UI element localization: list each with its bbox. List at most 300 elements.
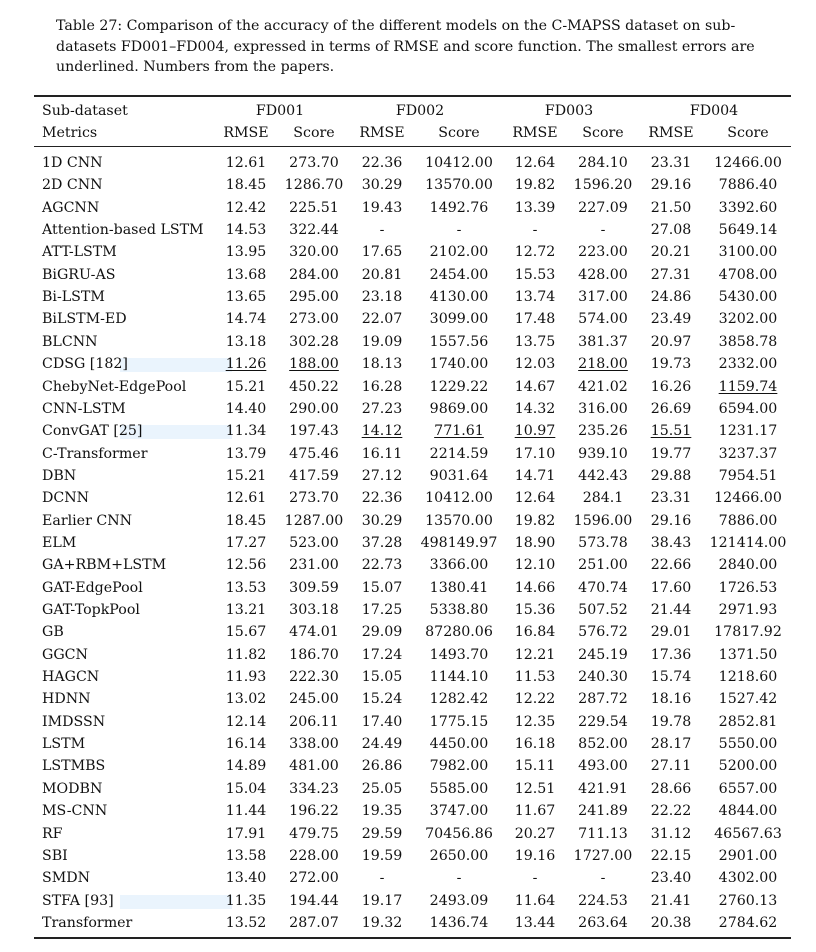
table-cell: 31.12 <box>650 825 692 842</box>
table-cell: 12.56 <box>225 557 267 574</box>
table-cell: 19.59 <box>361 847 403 864</box>
table-cell: 2214.59 <box>429 445 489 462</box>
table-cell: 23.18 <box>361 289 403 306</box>
table-cell: 15.21 <box>225 378 267 395</box>
table-cell: 240.30 <box>578 669 628 686</box>
table-cell: 228.00 <box>289 847 339 864</box>
table-cell: 5200.00 <box>718 758 778 775</box>
table-cell: 442.43 <box>578 467 628 484</box>
table-cell: 14.32 <box>514 400 556 417</box>
table-cell: 30.29 <box>361 177 403 194</box>
table-cell: 1727.00 <box>573 847 633 864</box>
table-cell: 13.40 <box>225 870 267 887</box>
table-cell: 38.43 <box>650 534 692 551</box>
table-cell: 16.18 <box>514 736 556 753</box>
table-cell: 12.03 <box>514 356 556 373</box>
table-cell: 428.00 <box>578 266 628 283</box>
table-cell: 13.02 <box>225 691 267 708</box>
header-score-label: Score <box>438 125 480 141</box>
model-name: GAT-EdgePool <box>42 579 143 596</box>
table-cell: 13.95 <box>225 244 267 261</box>
table-cell: 303.18 <box>289 602 339 618</box>
table-cell: 25.05 <box>361 780 403 797</box>
table-cell: 15.74 <box>650 669 692 686</box>
table-cell: 1527.42 <box>718 691 778 708</box>
table-cell: 852.00 <box>578 736 628 753</box>
model-name: BiGRU-AS <box>42 266 116 283</box>
table-cell: 24.86 <box>650 289 692 306</box>
model-name: SBI <box>42 847 68 864</box>
table-cell: 317.00 <box>578 289 628 306</box>
table-cell: 17817.92 <box>714 624 782 641</box>
table-cell: 338.00 <box>289 736 339 753</box>
table-cell: 13.53 <box>225 579 267 596</box>
table-cell: 13.79 <box>225 445 267 462</box>
table-cell: 417.59 <box>289 467 339 484</box>
table-cell: 1229.22 <box>429 378 489 395</box>
model-name: Earlier CNN <box>42 512 133 529</box>
table-cell: 19.73 <box>650 356 692 373</box>
table-cell: 7886.00 <box>718 512 778 529</box>
model-name: BLCNN <box>42 333 98 350</box>
table-cell: 17.91 <box>225 825 267 842</box>
table-cell: 22.66 <box>650 557 692 574</box>
table-cell: 16.11 <box>361 445 403 462</box>
table-cell: 22.36 <box>361 490 403 507</box>
table-cell: 284.10 <box>578 155 628 171</box>
table-cell: 29.16 <box>650 177 692 194</box>
table-cell: 6594.00 <box>718 400 778 417</box>
table-cell: 19.82 <box>514 512 556 529</box>
table-cell: 5649.14 <box>718 222 778 239</box>
model-name: BiLSTM-ED <box>42 311 127 328</box>
header-dataset-fd004: FD004 <box>689 103 739 119</box>
table-cell: 2840.00 <box>718 557 778 574</box>
model-name: ChebyNet-EdgePool <box>42 378 187 395</box>
table-cell: - <box>379 870 385 887</box>
table-cell: 14.12 <box>361 423 403 440</box>
table-cell: 21.44 <box>650 602 692 618</box>
table-cell: 15.53 <box>514 266 556 283</box>
table-cell: 3858.78 <box>718 333 778 350</box>
header-dataset-fd001: FD001 <box>255 103 305 119</box>
table-cell: - <box>600 222 606 239</box>
table-cell: 12.64 <box>514 155 556 171</box>
table-cell: 1740.00 <box>429 356 489 373</box>
table-cell: 16.14 <box>225 736 267 753</box>
table-cell: 18.45 <box>225 512 267 529</box>
table-cell: 14.40 <box>225 400 267 417</box>
model-name: GGCN <box>42 646 88 663</box>
table-cell: 498149.97 <box>420 534 498 551</box>
table-cell: 4302.00 <box>718 870 778 887</box>
table-cell: 1282.42 <box>429 691 489 708</box>
table-cell: 284.1 <box>582 490 624 507</box>
table-cell: 15.36 <box>514 602 556 618</box>
header-rmse-label: RMSE <box>648 125 694 141</box>
model-name: GAT-TopkPool <box>42 602 140 618</box>
table-cell: 206.11 <box>289 713 339 730</box>
table-cell: 11.53 <box>514 669 556 686</box>
table-cell: 19.16 <box>514 847 556 864</box>
table-cell: 1287.00 <box>284 512 344 529</box>
table-cell: 231.00 <box>289 557 339 574</box>
table-cell: 11.93 <box>225 669 267 686</box>
header-rule <box>34 146 791 147</box>
model-name: IMDSSN <box>42 713 106 730</box>
table-cell: 13.74 <box>514 289 556 306</box>
model-name: 1D CNN <box>42 155 103 171</box>
table-cell: 21.41 <box>650 892 692 909</box>
table-cell: 475.46 <box>289 445 339 462</box>
table-cell: 11.35 <box>225 892 267 909</box>
table-cell: 263.64 <box>578 914 628 931</box>
table-cell: 27.31 <box>650 266 692 283</box>
table-cell: 235.26 <box>578 423 628 440</box>
table-cell: 15.67 <box>225 624 267 641</box>
table-cell: 470.74 <box>578 579 628 596</box>
top-rule <box>34 95 791 97</box>
table-cell: 14.67 <box>514 378 556 395</box>
table-cell: 481.00 <box>289 758 339 775</box>
model-name: Transformer <box>42 914 133 931</box>
table-cell: 1286.70 <box>284 177 344 194</box>
table-cell: 87280.06 <box>425 624 493 641</box>
table-cell: 227.09 <box>578 199 628 216</box>
table-cell: 1371.50 <box>718 646 778 663</box>
table-cell: 19.32 <box>361 914 403 931</box>
table-cell: 13570.00 <box>425 512 493 529</box>
table-cell: 12.10 <box>514 557 556 574</box>
table-cell: 3202.00 <box>718 311 778 328</box>
table-cell: 13.18 <box>225 333 267 350</box>
table-cell: 27.11 <box>650 758 692 775</box>
table-cell: 5585.00 <box>429 780 489 797</box>
table-cell: 21.50 <box>650 199 692 216</box>
table-cell: 4844.00 <box>718 803 778 820</box>
table-cell: 3747.00 <box>429 803 489 820</box>
model-name: GB <box>42 624 64 641</box>
table-cell: 229.54 <box>578 713 628 730</box>
model-name: LSTMBS <box>42 758 106 775</box>
table-cell: 15.24 <box>361 691 403 708</box>
table-cell: 11.34 <box>225 423 267 440</box>
table-cell: 3366.00 <box>429 557 489 574</box>
table-cell: 17.25 <box>361 602 403 618</box>
table-cell: 22.36 <box>361 155 403 171</box>
table-cell: 302.28 <box>289 333 339 350</box>
table-cell: 290.00 <box>289 400 339 417</box>
table-cell: 10412.00 <box>425 490 493 507</box>
table-cell: 3392.60 <box>718 199 778 216</box>
model-name: CDSG [182] <box>42 356 128 373</box>
table-cell: 12.35 <box>514 713 556 730</box>
table-cell: 11.64 <box>514 892 556 909</box>
table-cell: 245.00 <box>289 691 339 708</box>
table-cell: 223.00 <box>578 244 628 261</box>
table-cell: 17.60 <box>650 579 692 596</box>
table-cell: 16.84 <box>514 624 556 641</box>
table-cell: 2760.13 <box>718 892 778 909</box>
model-name: C-Transformer <box>42 445 148 462</box>
table-cell: - <box>600 870 606 887</box>
table-cell: 4708.00 <box>718 266 778 283</box>
table-cell: 939.10 <box>578 445 628 462</box>
table-cell: 5550.00 <box>718 736 778 753</box>
table-cell: 13.52 <box>225 914 267 931</box>
table-cell: 18.16 <box>650 691 692 708</box>
table-cell: 19.78 <box>650 713 692 730</box>
table-cell: 2454.00 <box>429 266 489 283</box>
table-cell: 121414.00 <box>709 534 787 551</box>
table-cell: 523.00 <box>289 534 339 551</box>
table-cell: 28.66 <box>650 780 692 797</box>
table-cell: 573.78 <box>578 534 628 551</box>
table-cell: 218.00 <box>578 356 628 373</box>
table-cell: 20.21 <box>650 244 692 261</box>
table-cell: 18.45 <box>225 177 267 194</box>
table-cell: 12.61 <box>225 490 267 507</box>
table-cell: 29.09 <box>361 624 403 641</box>
table-cell: 23.31 <box>650 490 692 507</box>
table-cell: 14.53 <box>225 222 267 239</box>
table-cell: 18.13 <box>361 356 403 373</box>
table-caption: Table 27: Comparison of the accuracy of the different models on the C-MAPSS dataset on sub-datasets FD001–FD004, expressed in terms of RMSE and score function. The smallest errors are underlined. Numbers from the papers. <box>56 18 755 75</box>
table-cell: 19.09 <box>361 333 403 350</box>
table-cell: 13.58 <box>225 847 267 864</box>
table-cell: 3099.00 <box>429 311 489 328</box>
table-cell: 316.00 <box>578 400 628 417</box>
table-cell: 2102.00 <box>429 244 489 261</box>
table-cell: 29.59 <box>361 825 403 842</box>
table-cell: 46567.63 <box>714 825 782 842</box>
table-cell: 771.61 <box>434 423 484 440</box>
table-cell: - <box>532 870 538 887</box>
table-cell: 12.42 <box>225 199 267 216</box>
table-cell: 13570.00 <box>425 177 493 194</box>
model-name: STFA [93] <box>42 892 114 909</box>
table-cell: 4450.00 <box>429 736 489 753</box>
table-cell: 13.68 <box>225 266 267 283</box>
header-score-label: Score <box>293 125 335 141</box>
model-name: Attention-based LSTM <box>42 222 204 239</box>
header-rmse-label: RMSE <box>359 125 405 141</box>
model-name: GA+RBM+LSTM <box>42 557 167 574</box>
table-cell: 29.16 <box>650 512 692 529</box>
table-cell: 2493.09 <box>429 892 489 909</box>
table-cell: 23.49 <box>650 311 692 328</box>
table-cell: 1775.15 <box>429 713 489 730</box>
table-cell: 2852.81 <box>718 713 778 730</box>
model-name: ELM <box>42 534 77 551</box>
table-cell: 10412.00 <box>425 155 493 171</box>
table-cell: 23.31 <box>650 155 692 171</box>
table-cell: 9031.64 <box>429 467 489 484</box>
model-name: ATT-LSTM <box>42 244 117 261</box>
model-name: MS-CNN <box>42 803 108 820</box>
table-cell: 23.40 <box>650 870 692 887</box>
table-cell: 3100.00 <box>718 244 778 261</box>
model-name: AGCNN <box>42 199 100 216</box>
table-cell: 12.51 <box>514 780 556 797</box>
table-cell: 19.17 <box>361 892 403 909</box>
table-cell: 22.15 <box>650 847 692 864</box>
header-rmse-label: RMSE <box>512 125 558 141</box>
table-cell: 421.02 <box>578 378 628 395</box>
table-cell: 9869.00 <box>429 400 489 417</box>
table-cell: 1159.74 <box>718 378 778 395</box>
table-cell: 11.26 <box>225 356 267 373</box>
table-cell: 15.04 <box>225 780 267 797</box>
table-cell: 507.52 <box>578 602 628 618</box>
table-cell: 17.65 <box>361 244 403 261</box>
table-cell: 7886.40 <box>718 177 778 194</box>
table-cell: 381.37 <box>578 333 628 350</box>
table-cell: 309.59 <box>289 579 339 596</box>
model-name: ConvGAT [25] <box>42 423 143 440</box>
table-cell: 19.43 <box>361 199 403 216</box>
table-cell: 273.70 <box>289 490 339 507</box>
model-name: RF <box>42 825 63 842</box>
table-cell: 421.91 <box>578 780 628 797</box>
table-cell: 17.10 <box>514 445 556 462</box>
table-cell: 284.00 <box>289 266 339 283</box>
table-cell: 13.75 <box>514 333 556 350</box>
table-cell: 1492.76 <box>429 199 489 216</box>
table-cell: 20.81 <box>361 266 403 283</box>
table-cell: 1231.17 <box>718 423 778 440</box>
table-cell: 479.75 <box>289 825 339 842</box>
table-cell: 27.12 <box>361 467 403 484</box>
table-cell: 29.88 <box>650 467 692 484</box>
table-cell: 15.21 <box>225 467 267 484</box>
table-cell: 16.26 <box>650 378 692 395</box>
table-cell: 241.89 <box>578 803 628 820</box>
table-cell: 222.30 <box>289 669 339 686</box>
table-cell: 27.23 <box>361 400 403 417</box>
table-cell: 20.97 <box>650 333 692 350</box>
table-cell: 20.27 <box>514 825 556 842</box>
table-cell: 12.64 <box>514 490 556 507</box>
table-cell: 186.70 <box>289 646 339 663</box>
table-cell: 19.82 <box>514 177 556 194</box>
table-cell: 10.97 <box>514 423 556 440</box>
table-cell: 194.44 <box>289 892 339 909</box>
bottom-rule <box>34 937 791 939</box>
table-cell: 1596.20 <box>573 177 633 194</box>
table-cell: 2971.93 <box>718 602 778 618</box>
table-cell: 13.44 <box>514 914 556 931</box>
table-cell: 576.72 <box>578 624 628 641</box>
table-cell: 15.07 <box>361 579 403 596</box>
table-cell: 1493.70 <box>429 646 489 663</box>
table-cell: 14.66 <box>514 579 556 596</box>
table-cell: 12.61 <box>225 155 267 171</box>
row-highlight <box>120 358 232 372</box>
table-cell: 287.07 <box>289 914 339 931</box>
table-cell: 450.22 <box>289 378 339 395</box>
table-cell: 30.29 <box>361 512 403 529</box>
table-cell: 711.13 <box>578 825 628 842</box>
table-cell: - <box>456 222 462 239</box>
model-name: MODBN <box>42 780 103 797</box>
table-cell: 17.24 <box>361 646 403 663</box>
table-cell: 5430.00 <box>718 289 778 306</box>
table-cell: 474.01 <box>289 624 339 641</box>
model-name: CNN-LSTM <box>42 400 126 417</box>
header-subdataset-label: Sub-dataset <box>42 103 128 119</box>
model-name: HDNN <box>42 691 91 708</box>
table-cell: 2332.00 <box>718 356 778 373</box>
model-name: HAGCN <box>42 669 100 686</box>
table-cell: 15.51 <box>650 423 692 440</box>
table-cell: 22.73 <box>361 557 403 574</box>
table-cell: 13.39 <box>514 199 556 216</box>
table-cell: 20.38 <box>650 914 692 931</box>
header-metrics-label: Metrics <box>42 125 98 141</box>
table-cell: 16.28 <box>361 378 403 395</box>
table-cell: 7954.51 <box>718 467 778 484</box>
table-cell: 2901.00 <box>718 847 778 864</box>
header-score-label: Score <box>727 125 769 141</box>
table-cell: 12466.00 <box>714 155 782 171</box>
table-cell: 14.74 <box>225 311 267 328</box>
model-name: DBN <box>42 467 77 484</box>
table-cell: 22.07 <box>361 311 403 328</box>
model-name: 2D CNN <box>42 177 103 194</box>
table-cell: 1218.60 <box>718 669 778 686</box>
table-cell: 1380.41 <box>429 579 489 596</box>
table-cell: 1726.53 <box>718 579 778 596</box>
table-cell: 225.51 <box>289 199 339 216</box>
table-cell: 17.36 <box>650 646 692 663</box>
table-cell: 6557.00 <box>718 780 778 797</box>
table-cell: 11.82 <box>225 646 267 663</box>
table-cell: 12.22 <box>514 691 556 708</box>
table-cell: 273.00 <box>289 311 339 328</box>
table-cell: 5338.80 <box>429 602 489 618</box>
header-dataset-fd002: FD002 <box>395 103 445 119</box>
model-name: Bi-LSTM <box>42 289 105 306</box>
table-cell: 272.00 <box>289 870 339 887</box>
table-cell: 26.86 <box>361 758 403 775</box>
table-cell: 574.00 <box>578 311 628 328</box>
header-dataset-fd003: FD003 <box>544 103 594 119</box>
table-cell: 37.28 <box>361 534 403 551</box>
table-cell: 13.65 <box>225 289 267 306</box>
table-cell: 1596.00 <box>573 512 633 529</box>
table-cell: 3237.37 <box>718 445 778 462</box>
model-name: LSTM <box>42 736 86 753</box>
table-cell: 17.27 <box>225 534 267 551</box>
header-score-label: Score <box>582 125 624 141</box>
table-cell: 12.14 <box>225 713 267 730</box>
table-cell: 322.44 <box>289 222 339 239</box>
header-rmse-label: RMSE <box>223 125 269 141</box>
table-cell: 295.00 <box>289 289 339 306</box>
table-cell: 1436.74 <box>429 914 489 931</box>
table-cell: 12.72 <box>514 244 556 261</box>
table-cell: 251.00 <box>578 557 628 574</box>
table-cell: 334.23 <box>289 780 339 797</box>
table-cell: 27.08 <box>650 222 692 239</box>
table-cell: 18.90 <box>514 534 556 551</box>
table-cell: 2650.00 <box>429 847 489 864</box>
table-cell: 287.72 <box>578 691 628 708</box>
table-cell: - <box>532 222 538 239</box>
table-cell: 22.22 <box>650 803 692 820</box>
table-cell: 7982.00 <box>429 758 489 775</box>
